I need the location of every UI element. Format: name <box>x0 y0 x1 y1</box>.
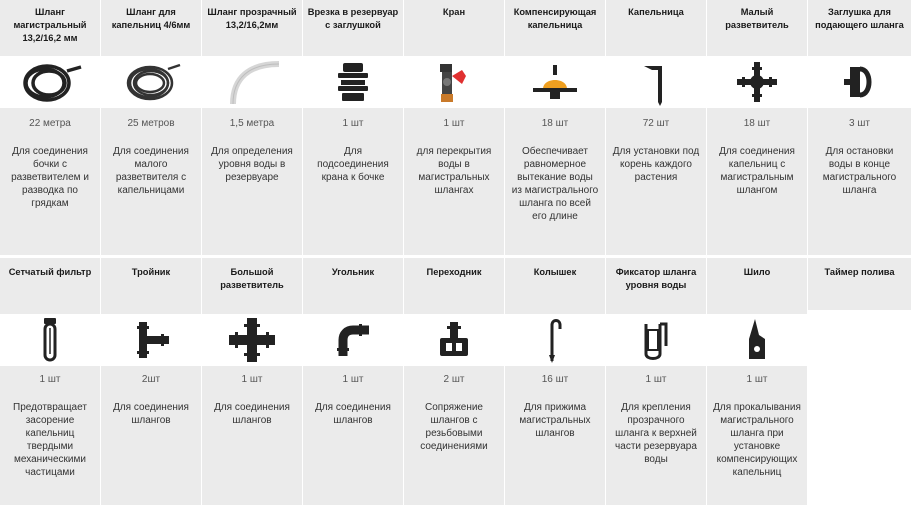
item-big-splitter <box>202 258 302 505</box>
item-stake <box>505 258 605 505</box>
item-title: Врезка в резервуар с заглушкой <box>307 7 399 30</box>
item-title: Колышек <box>533 267 577 277</box>
item-description: Сопряжение шлангов с резьбовыми соединениями <box>420 402 488 452</box>
item-clear-hose <box>202 0 302 255</box>
item-quantity: 2шт <box>141 374 161 385</box>
item-title: Капельница <box>628 7 684 17</box>
item-mesh-filter <box>0 258 100 505</box>
item-description: Для соединения бочки с разветвителем и разводка по грядкам <box>11 146 89 209</box>
small-coiled-hose-icon <box>101 56 201 108</box>
item-title: Угольник <box>331 267 375 277</box>
item-elbow <box>303 258 403 505</box>
item-valve <box>404 0 504 255</box>
small-splitter-icon <box>707 56 807 108</box>
item-title: Таймер полива <box>824 267 895 277</box>
item-quantity: 1,5 метра <box>229 118 275 129</box>
item-compensating-dripper <box>505 0 605 255</box>
item-title: Переходник <box>426 267 482 277</box>
item-title: Тройник <box>131 267 171 277</box>
item-title: Фиксатор шланга уровня воды <box>615 267 697 290</box>
awl-icon <box>707 314 807 366</box>
item-title: Кран <box>442 7 466 17</box>
item-dripper <box>606 0 706 255</box>
item-quantity: 2 шт <box>443 374 465 385</box>
item-description: Предотвращает засорение капельниц твердыми механическими частицами <box>13 402 87 478</box>
item-awl <box>707 258 807 505</box>
item-quantity: 72 шт <box>642 118 670 129</box>
item-description: для перекрытия воды в магистральных шлангах <box>416 146 492 196</box>
item-quantity: 18 шт <box>541 118 569 129</box>
item-description: Для установки под корень каждого растения <box>612 146 700 183</box>
item-quantity: 18 шт <box>743 118 771 129</box>
item-description: Для определения уровня воды в резервуаре <box>211 146 293 183</box>
item-quantity: 1 шт <box>241 374 263 385</box>
item-title: Заглушка для подающего шланга <box>815 7 904 30</box>
item-small-splitter <box>707 0 807 255</box>
clear-hose-icon <box>202 56 302 108</box>
item-description: Для соединения шлангов <box>315 402 391 426</box>
item-title: Малый разветвитель <box>725 7 789 30</box>
item-title: Сетчатый фильтр <box>8 267 92 277</box>
valve-icon <box>404 56 504 108</box>
item-title: Шланг прозрачный 13,2/16,2мм <box>207 7 297 30</box>
end-plug-icon <box>808 56 911 108</box>
item-quantity: 1 шт <box>39 374 61 385</box>
item-drip-hose <box>101 0 201 255</box>
mesh-filter-icon <box>0 314 100 366</box>
item-description: Для соединения малого разветвителя с капельницами <box>113 146 189 196</box>
item-quantity: 3 шт <box>849 118 870 129</box>
item-description: Для прокалывания магистрального шланга при установке компенсирующих капельниц <box>713 402 801 478</box>
item-adapter <box>404 258 504 505</box>
item-watering-timer <box>808 258 911 310</box>
item-description: Для остановки воды в конце магистрального шланга <box>822 146 897 196</box>
item-title: Большой разветвитель <box>220 267 284 290</box>
item-quantity: 25 метров <box>127 118 175 129</box>
item-description: Обеспечивает равномерное вытекание воды из магистрального шланга по всей его длине <box>511 146 599 222</box>
item-quantity: 1 шт <box>746 374 768 385</box>
item-title: Компенсирующая капельница <box>513 7 597 30</box>
item-description: Для крепления прозрачного шланга к верхней части резервуара воды <box>615 402 697 465</box>
adapter-icon <box>404 314 504 366</box>
item-quantity: 16 шт <box>541 374 569 385</box>
item-title: Шланг магистральный 13,2/16,2 мм <box>13 7 87 43</box>
cross-splitter-icon <box>202 314 302 366</box>
item-tee <box>101 258 201 505</box>
coiled-hose-icon <box>0 56 100 108</box>
item-title: Шило <box>743 267 771 277</box>
item-description: Для соединения капельниц с магистральным шлангом <box>719 146 795 196</box>
item-description: Для соединения шлангов <box>214 402 290 426</box>
item-quantity: 1 шт <box>342 118 364 129</box>
hose-clamp-icon <box>606 314 706 366</box>
tee-connector-icon <box>101 314 201 366</box>
item-title: Шланг для капельниц 4/6мм <box>111 7 191 30</box>
item-tank-connector <box>303 0 403 255</box>
item-description: Для прижима магистральных шлангов <box>519 402 591 439</box>
compensating-dripper-icon <box>505 56 605 108</box>
item-end-plug <box>808 0 911 255</box>
tank-connector-icon <box>303 56 403 108</box>
dripper-icon <box>606 56 706 108</box>
item-quantity: 1 шт <box>342 374 364 385</box>
item-quantity: 22 метра <box>29 118 71 129</box>
item-description: Для подсоединения крана к бочке <box>317 146 389 183</box>
item-quantity: 1 шт <box>443 118 465 129</box>
item-main-hose <box>0 0 100 255</box>
elbow-connector-icon <box>303 314 403 366</box>
item-hose-clamp <box>606 258 706 505</box>
item-description: Для соединения шлангов <box>113 402 189 426</box>
stake-icon <box>505 314 605 366</box>
item-quantity: 1 шт <box>645 374 667 385</box>
